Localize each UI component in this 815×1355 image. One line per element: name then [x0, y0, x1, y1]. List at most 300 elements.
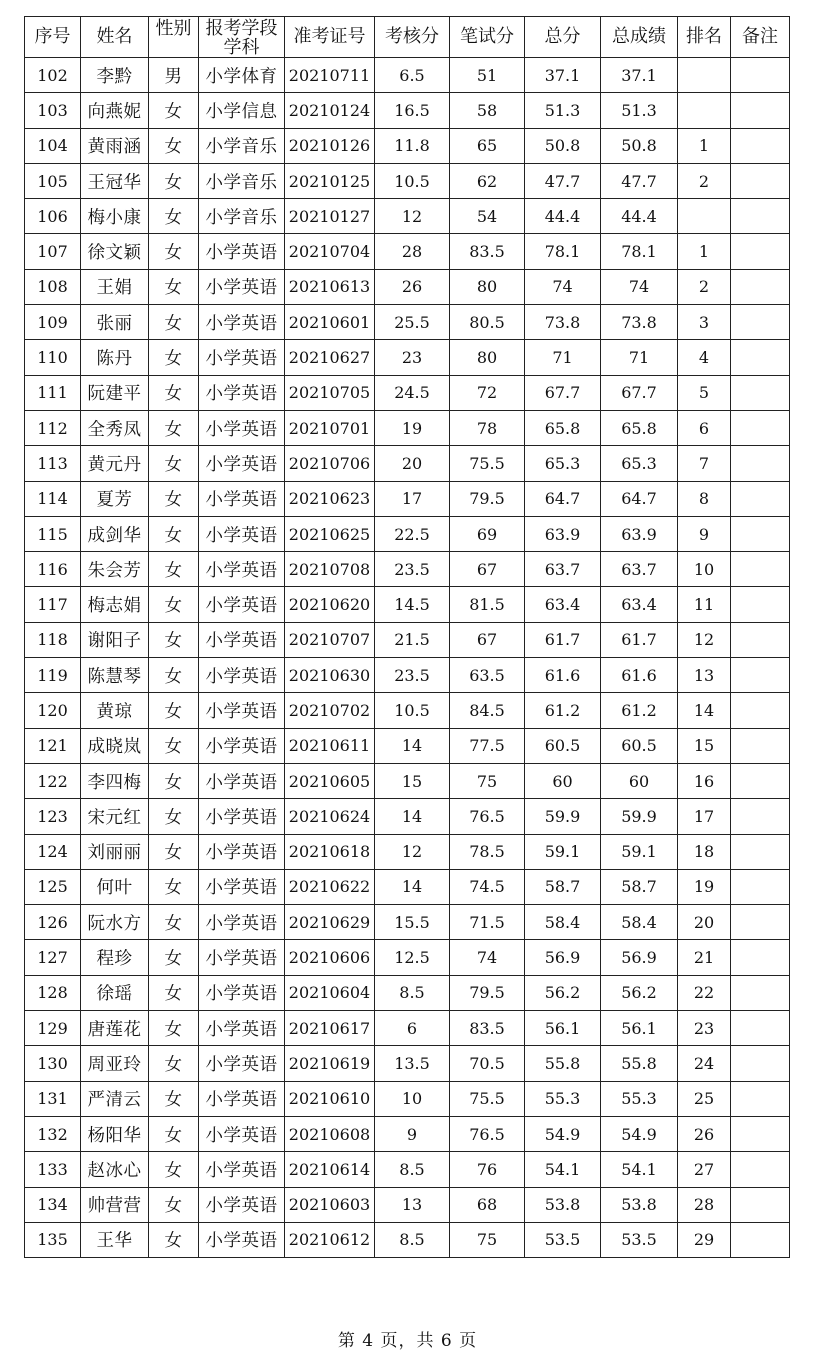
- cell-name: 向燕妮: [81, 93, 149, 128]
- cell-remark: [731, 622, 790, 657]
- cell-name: 帅营营: [81, 1187, 149, 1222]
- cell-subject: 小学英语: [199, 728, 285, 763]
- cell-rank: 11: [678, 587, 731, 622]
- cell-total: 63.9: [525, 516, 601, 551]
- header-row: [25, 17, 790, 58]
- cell-gender: 女: [149, 1011, 199, 1046]
- cell-total: 65.3: [525, 446, 601, 481]
- cell-rank: 2: [678, 269, 731, 304]
- cell-exam-id: 20210622: [285, 869, 375, 904]
- cell-rank: 22: [678, 975, 731, 1010]
- cell-gender: 女: [149, 622, 199, 657]
- cell-subject: 小学英语: [199, 1116, 285, 1151]
- cell-remark: [731, 234, 790, 269]
- cell-subject: 小学英语: [199, 587, 285, 622]
- cell-index: 110: [25, 340, 81, 375]
- cell-remark: [731, 834, 790, 869]
- cell-subject: 小学英语: [199, 834, 285, 869]
- cell-final: 51.3: [601, 93, 678, 128]
- cell-subject: 小学英语: [199, 658, 285, 693]
- cell-index: 102: [25, 58, 81, 93]
- cell-subject: 小学英语: [199, 481, 285, 516]
- cell-rank: 17: [678, 799, 731, 834]
- cell-final: 61.7: [601, 622, 678, 657]
- cell-name: 王冠华: [81, 163, 149, 198]
- cell-written: 76: [450, 1152, 525, 1187]
- cell-gender: 女: [149, 975, 199, 1010]
- table-row: [25, 234, 790, 269]
- cell-index: 127: [25, 940, 81, 975]
- cell-name: 周亚玲: [81, 1046, 149, 1081]
- cell-remark: [731, 1187, 790, 1222]
- cell-written: 58: [450, 93, 525, 128]
- cell-gender: 女: [149, 1116, 199, 1151]
- cell-assessment: 14: [375, 869, 450, 904]
- cell-written: 67: [450, 552, 525, 587]
- cell-exam-id: 20210708: [285, 552, 375, 587]
- cell-assessment: 15: [375, 763, 450, 798]
- cell-total: 50.8: [525, 128, 601, 163]
- table-row: [25, 269, 790, 304]
- cell-written: 79.5: [450, 975, 525, 1010]
- cell-rank: 4: [678, 340, 731, 375]
- cell-written: 83.5: [450, 1011, 525, 1046]
- cell-gender: 女: [149, 1046, 199, 1081]
- cell-remark: [731, 375, 790, 410]
- cell-written: 79.5: [450, 481, 525, 516]
- cell-final: 54.9: [601, 1116, 678, 1151]
- cell-index: 122: [25, 763, 81, 798]
- cell-final: 60: [601, 763, 678, 798]
- cell-rank: 21: [678, 940, 731, 975]
- cell-final: 58.4: [601, 905, 678, 940]
- cell-assessment: 23.5: [375, 658, 450, 693]
- col-header-subject: 报考学段学科: [199, 17, 285, 58]
- cell-assessment: 16.5: [375, 93, 450, 128]
- cell-name: 阮建平: [81, 375, 149, 410]
- cell-exam-id: 20210620: [285, 587, 375, 622]
- cell-total: 55.3: [525, 1081, 601, 1116]
- cell-gender: 女: [149, 799, 199, 834]
- cell-name: 成晓岚: [81, 728, 149, 763]
- cell-remark: [731, 516, 790, 551]
- cell-rank: 12: [678, 622, 731, 657]
- cell-name: 朱会芳: [81, 552, 149, 587]
- cell-rank: 10: [678, 552, 731, 587]
- cell-gender: 女: [149, 1152, 199, 1187]
- cell-assessment: 14: [375, 728, 450, 763]
- cell-index: 105: [25, 163, 81, 198]
- cell-assessment: 12: [375, 199, 450, 234]
- table-row: [25, 1222, 790, 1257]
- cell-name: 杨阳华: [81, 1116, 149, 1151]
- cell-gender: 女: [149, 446, 199, 481]
- cell-final: 60.5: [601, 728, 678, 763]
- cell-remark: [731, 163, 790, 198]
- cell-written: 80.5: [450, 305, 525, 340]
- cell-index: 133: [25, 1152, 81, 1187]
- cell-remark: [731, 1011, 790, 1046]
- cell-index: 118: [25, 622, 81, 657]
- cell-remark: [731, 58, 790, 93]
- cell-subject: 小学英语: [199, 1222, 285, 1257]
- cell-subject: 小学英语: [199, 940, 285, 975]
- cell-index: 103: [25, 93, 81, 128]
- cell-written: 74.5: [450, 869, 525, 904]
- cell-remark: [731, 446, 790, 481]
- cell-index: 123: [25, 799, 81, 834]
- cell-total: 73.8: [525, 305, 601, 340]
- cell-total: 63.7: [525, 552, 601, 587]
- cell-final: 61.6: [601, 658, 678, 693]
- cell-exam-id: 20210624: [285, 799, 375, 834]
- cell-total: 56.2: [525, 975, 601, 1010]
- cell-name: 何叶: [81, 869, 149, 904]
- cell-rank: 13: [678, 658, 731, 693]
- cell-written: 81.5: [450, 587, 525, 622]
- cell-final: 71: [601, 340, 678, 375]
- cell-index: 129: [25, 1011, 81, 1046]
- col-header-exam-id: 准考证号: [285, 17, 375, 58]
- cell-total: 47.7: [525, 163, 601, 198]
- cell-written: 75.5: [450, 446, 525, 481]
- cell-gender: 女: [149, 587, 199, 622]
- cell-total: 56.1: [525, 1011, 601, 1046]
- cell-assessment: 11.8: [375, 128, 450, 163]
- cell-assessment: 23.5: [375, 552, 450, 587]
- cell-remark: [731, 658, 790, 693]
- table-row: [25, 1116, 790, 1151]
- cell-assessment: 6.5: [375, 58, 450, 93]
- cell-remark: [731, 693, 790, 728]
- col-header-total: 总分: [525, 17, 601, 58]
- col-header-rank: 排名: [678, 17, 731, 58]
- table-row: [25, 163, 790, 198]
- table-body: [25, 58, 790, 1258]
- cell-subject: 小学英语: [199, 693, 285, 728]
- cell-total: 64.7: [525, 481, 601, 516]
- cell-name: 刘丽丽: [81, 834, 149, 869]
- cell-remark: [731, 1081, 790, 1116]
- cell-rank: 8: [678, 481, 731, 516]
- cell-assessment: 8.5: [375, 1222, 450, 1257]
- cell-remark: [731, 1222, 790, 1257]
- cell-written: 83.5: [450, 234, 525, 269]
- cell-name: 全秀凤: [81, 410, 149, 445]
- cell-remark: [731, 340, 790, 375]
- cell-name: 王华: [81, 1222, 149, 1257]
- cell-exam-id: 20210124: [285, 93, 375, 128]
- cell-remark: [731, 481, 790, 516]
- cell-final: 44.4: [601, 199, 678, 234]
- col-header-name: 姓名: [81, 17, 149, 58]
- cell-gender: 女: [149, 834, 199, 869]
- cell-subject: 小学英语: [199, 799, 285, 834]
- cell-index: 107: [25, 234, 81, 269]
- cell-index: 121: [25, 728, 81, 763]
- table-row: [25, 128, 790, 163]
- cell-rank: 6: [678, 410, 731, 445]
- cell-rank: 25: [678, 1081, 731, 1116]
- cell-gender: 男: [149, 58, 199, 93]
- cell-assessment: 8.5: [375, 1152, 450, 1187]
- table-row: [25, 481, 790, 516]
- cell-name: 王娟: [81, 269, 149, 304]
- cell-written: 78: [450, 410, 525, 445]
- cell-gender: 女: [149, 93, 199, 128]
- cell-final: 55.8: [601, 1046, 678, 1081]
- cell-gender: 女: [149, 163, 199, 198]
- table-row: [25, 834, 790, 869]
- cell-rank: [678, 58, 731, 93]
- cell-gender: 女: [149, 1081, 199, 1116]
- cell-name: 陈慧琴: [81, 658, 149, 693]
- cell-assessment: 17: [375, 481, 450, 516]
- cell-final: 56.2: [601, 975, 678, 1010]
- cell-final: 59.9: [601, 799, 678, 834]
- table-row: [25, 587, 790, 622]
- cell-rank: 27: [678, 1152, 731, 1187]
- cell-index: 112: [25, 410, 81, 445]
- cell-gender: 女: [149, 375, 199, 410]
- cell-exam-id: 20210604: [285, 975, 375, 1010]
- cell-index: 104: [25, 128, 81, 163]
- cell-final: 63.4: [601, 587, 678, 622]
- cell-subject: 小学英语: [199, 446, 285, 481]
- cell-subject: 小学英语: [199, 1152, 285, 1187]
- cell-index: 128: [25, 975, 81, 1010]
- cell-index: 111: [25, 375, 81, 410]
- cell-exam-id: 20210704: [285, 234, 375, 269]
- page-footer: 第 4 页，共 6 页: [337, 1331, 478, 1351]
- cell-index: 108: [25, 269, 81, 304]
- cell-total: 78.1: [525, 234, 601, 269]
- cell-remark: [731, 763, 790, 798]
- table-row: [25, 58, 790, 93]
- cell-written: 63.5: [450, 658, 525, 693]
- col-header-index: 序号: [25, 17, 81, 58]
- cell-final: 59.1: [601, 834, 678, 869]
- cell-written: 75: [450, 763, 525, 798]
- cell-total: 53.5: [525, 1222, 601, 1257]
- cell-final: 53.8: [601, 1187, 678, 1222]
- cell-rank: 24: [678, 1046, 731, 1081]
- cell-written: 75.5: [450, 1081, 525, 1116]
- cell-written: 78.5: [450, 834, 525, 869]
- cell-exam-id: 20210625: [285, 516, 375, 551]
- table-row: [25, 1046, 790, 1081]
- cell-subject: 小学英语: [199, 234, 285, 269]
- col-header-final: 总成绩: [601, 17, 678, 58]
- cell-name: 梅小康: [81, 199, 149, 234]
- cell-gender: 女: [149, 410, 199, 445]
- cell-rank: 1: [678, 234, 731, 269]
- cell-exam-id: 20210706: [285, 446, 375, 481]
- cell-exam-id: 20210627: [285, 340, 375, 375]
- cell-name: 谢阳子: [81, 622, 149, 657]
- cell-subject: 小学英语: [199, 869, 285, 904]
- cell-final: 54.1: [601, 1152, 678, 1187]
- cell-rank: 3: [678, 305, 731, 340]
- cell-index: 130: [25, 1046, 81, 1081]
- cell-rank: 9: [678, 516, 731, 551]
- cell-total: 71: [525, 340, 601, 375]
- cell-final: 61.2: [601, 693, 678, 728]
- cell-name: 黄雨涵: [81, 128, 149, 163]
- cell-subject: 小学英语: [199, 1081, 285, 1116]
- cell-exam-id: 20210618: [285, 834, 375, 869]
- cell-remark: [731, 1152, 790, 1187]
- cell-exam-id: 20210127: [285, 199, 375, 234]
- cell-exam-id: 20210605: [285, 763, 375, 798]
- cell-written: 84.5: [450, 693, 525, 728]
- cell-subject: 小学音乐: [199, 199, 285, 234]
- cell-exam-id: 20210630: [285, 658, 375, 693]
- cell-gender: 女: [149, 693, 199, 728]
- cell-rank: 5: [678, 375, 731, 410]
- table-row: [25, 446, 790, 481]
- cell-written: 51: [450, 58, 525, 93]
- cell-rank: 1: [678, 128, 731, 163]
- cell-total: 59.9: [525, 799, 601, 834]
- cell-index: 126: [25, 905, 81, 940]
- cell-total: 63.4: [525, 587, 601, 622]
- cell-gender: 女: [149, 869, 199, 904]
- cell-final: 37.1: [601, 58, 678, 93]
- cell-written: 74: [450, 940, 525, 975]
- cell-assessment: 14.5: [375, 587, 450, 622]
- cell-remark: [731, 305, 790, 340]
- cell-written: 72: [450, 375, 525, 410]
- cell-final: 63.9: [601, 516, 678, 551]
- col-header-assessment: 考核分: [375, 17, 450, 58]
- cell-gender: 女: [149, 1222, 199, 1257]
- cell-rank: 16: [678, 763, 731, 798]
- cell-total: 54.9: [525, 1116, 601, 1151]
- cell-final: 74: [601, 269, 678, 304]
- cell-remark: [731, 728, 790, 763]
- cell-total: 54.1: [525, 1152, 601, 1187]
- cell-written: 76.5: [450, 799, 525, 834]
- cell-name: 宋元红: [81, 799, 149, 834]
- table-row: [25, 1152, 790, 1187]
- cell-gender: 女: [149, 340, 199, 375]
- cell-assessment: 26: [375, 269, 450, 304]
- cell-total: 60.5: [525, 728, 601, 763]
- cell-exam-id: 20210603: [285, 1187, 375, 1222]
- cell-final: 56.1: [601, 1011, 678, 1046]
- cell-assessment: 9: [375, 1116, 450, 1151]
- cell-written: 69: [450, 516, 525, 551]
- cell-assessment: 25.5: [375, 305, 450, 340]
- cell-assessment: 13.5: [375, 1046, 450, 1081]
- cell-subject: 小学英语: [199, 410, 285, 445]
- table-row: [25, 905, 790, 940]
- cell-written: 76.5: [450, 1116, 525, 1151]
- cell-gender: 女: [149, 269, 199, 304]
- cell-written: 71.5: [450, 905, 525, 940]
- cell-subject: 小学英语: [199, 340, 285, 375]
- cell-written: 80: [450, 340, 525, 375]
- cell-exam-id: 20210619: [285, 1046, 375, 1081]
- table-row: [25, 93, 790, 128]
- cell-name: 程珍: [81, 940, 149, 975]
- cell-written: 65: [450, 128, 525, 163]
- cell-rank: [678, 199, 731, 234]
- cell-index: 134: [25, 1187, 81, 1222]
- cell-subject: 小学英语: [199, 375, 285, 410]
- cell-total: 61.7: [525, 622, 601, 657]
- cell-final: 65.8: [601, 410, 678, 445]
- cell-remark: [731, 905, 790, 940]
- cell-written: 77.5: [450, 728, 525, 763]
- cell-total: 60: [525, 763, 601, 798]
- cell-assessment: 14: [375, 799, 450, 834]
- cell-subject: 小学英语: [199, 305, 285, 340]
- cell-gender: 女: [149, 940, 199, 975]
- cell-final: 58.7: [601, 869, 678, 904]
- table-row: [25, 728, 790, 763]
- cell-written: 54: [450, 199, 525, 234]
- cell-gender: 女: [149, 199, 199, 234]
- cell-total: 59.1: [525, 834, 601, 869]
- cell-assessment: 21.5: [375, 622, 450, 657]
- cell-assessment: 10.5: [375, 693, 450, 728]
- cell-total: 55.8: [525, 1046, 601, 1081]
- cell-gender: 女: [149, 516, 199, 551]
- cell-written: 75: [450, 1222, 525, 1257]
- cell-total: 56.9: [525, 940, 601, 975]
- cell-written: 80: [450, 269, 525, 304]
- cell-written: 70.5: [450, 1046, 525, 1081]
- table-row: [25, 375, 790, 410]
- cell-final: 56.9: [601, 940, 678, 975]
- cell-final: 73.8: [601, 305, 678, 340]
- cell-assessment: 6: [375, 1011, 450, 1046]
- cell-subject: 小学英语: [199, 763, 285, 798]
- cell-subject: 小学信息: [199, 93, 285, 128]
- cell-remark: [731, 869, 790, 904]
- cell-gender: 女: [149, 305, 199, 340]
- cell-name: 李黔: [81, 58, 149, 93]
- cell-rank: 28: [678, 1187, 731, 1222]
- table-row: [25, 869, 790, 904]
- cell-remark: [731, 975, 790, 1010]
- cell-total: 74: [525, 269, 601, 304]
- cell-total: 37.1: [525, 58, 601, 93]
- table-row: [25, 1187, 790, 1222]
- cell-index: 132: [25, 1116, 81, 1151]
- cell-remark: [731, 1046, 790, 1081]
- col-header-gender: 性别: [149, 17, 199, 58]
- cell-name: 阮水方: [81, 905, 149, 940]
- cell-name: 陈丹: [81, 340, 149, 375]
- cell-rank: 23: [678, 1011, 731, 1046]
- cell-total: 51.3: [525, 93, 601, 128]
- cell-total: 53.8: [525, 1187, 601, 1222]
- cell-rank: 2: [678, 163, 731, 198]
- cell-subject: 小学音乐: [199, 128, 285, 163]
- cell-exam-id: 20210711: [285, 58, 375, 93]
- cell-assessment: 28: [375, 234, 450, 269]
- cell-written: 68: [450, 1187, 525, 1222]
- cell-assessment: 12: [375, 834, 450, 869]
- cell-rank: 18: [678, 834, 731, 869]
- cell-exam-id: 20210705: [285, 375, 375, 410]
- cell-remark: [731, 128, 790, 163]
- cell-index: 135: [25, 1222, 81, 1257]
- cell-final: 47.7: [601, 163, 678, 198]
